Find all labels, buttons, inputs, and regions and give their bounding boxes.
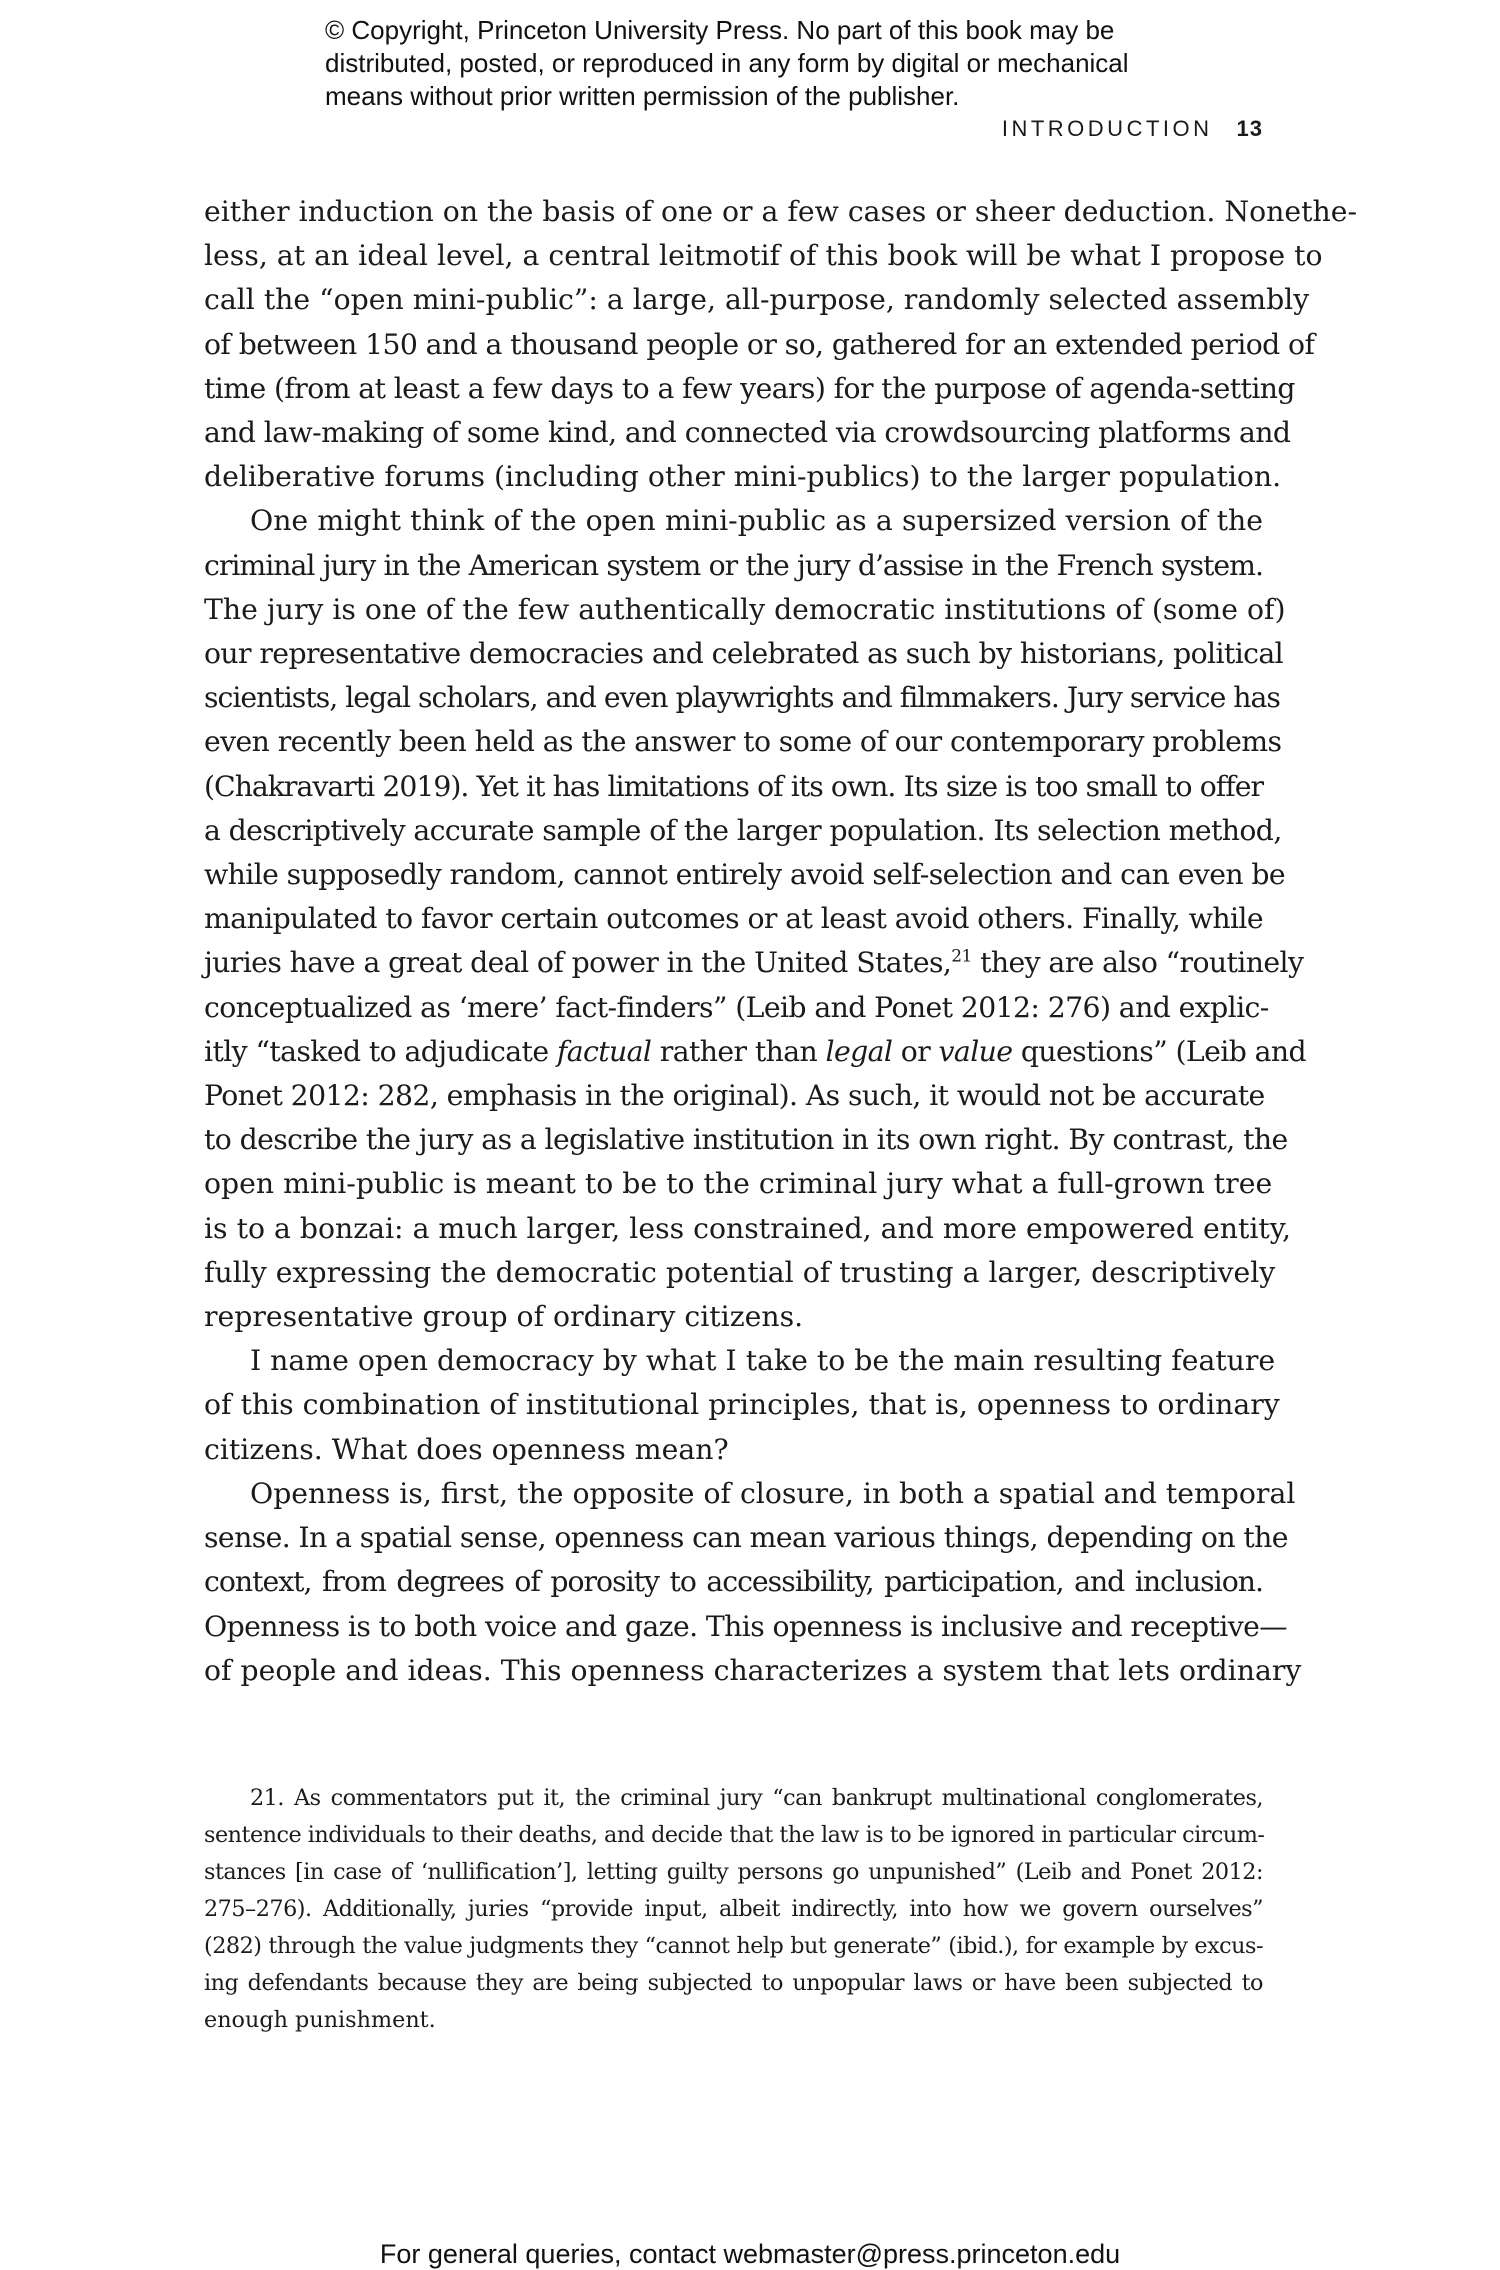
text-segment: questions” (Leib and bbox=[1012, 1034, 1307, 1068]
body-text bbox=[204, 190, 1358, 1693]
text-line: sense. In a spatial sense, openness can mean various things, depending on the bbox=[204, 1521, 1288, 1555]
text-line: manipulated to favor certain outcomes or at least avoid others. Finally, while bbox=[204, 902, 1263, 936]
text-line: Openness is to both voice and gaze. This openness is inclusive and receptive— bbox=[204, 1609, 1287, 1643]
text-line: deliberative forums (including other mini-publics) to the larger population. bbox=[204, 460, 1282, 494]
text-line: The jury is one of the few authentically democratic institutions of (some of) bbox=[204, 592, 1286, 626]
footnote-line: 275–276). Additionally, juries “provide input, albeit indirectly, into how we govern ourselves” bbox=[204, 1896, 1263, 1922]
copyright-notice bbox=[325, 14, 1225, 113]
text-line: fully expressing the democratic potential of trusting a larger, descriptively bbox=[204, 1255, 1276, 1289]
text-line: either induction on the basis of one or a few cases or sheer deduction. Nonethe- bbox=[204, 195, 1358, 228]
chapter-title: INTRODUCTION bbox=[1001, 116, 1213, 141]
footer-contact: For general queries, contact webmaster@press.princeton.edu bbox=[379, 2239, 1121, 2269]
footnote-line: enough punishment. bbox=[204, 2007, 436, 2033]
text-line: Ponet 2012: 282, emphasis in the original). As such, it would not be accurate bbox=[204, 1079, 1265, 1113]
text-segment: itly “tasked to adjudicate bbox=[204, 1034, 557, 1068]
text-line: open mini-public is meant to be to the criminal jury what a full-grown tree bbox=[204, 1167, 1273, 1201]
text-line: time (from at least a few days to a few years) for the purpose of agenda-setting bbox=[204, 371, 1295, 405]
running-head bbox=[1002, 116, 1263, 142]
text-line: One might think of the open mini-public as a supersized version of the bbox=[250, 504, 1263, 538]
text-line: representative group of ordinary citizens. bbox=[204, 1300, 804, 1334]
footnote-line: (282) through the value judgments they “cannot help but generate” (ibid.), for example by excus- bbox=[204, 1933, 1263, 1959]
text-line: conceptualized as ‘mere’ fact-finders” (Leib and Ponet 2012: 276) and explic- bbox=[204, 990, 1269, 1024]
text-line: call the “open mini-public”: a large, all-purpose, randomly selected assembly bbox=[204, 283, 1310, 317]
italic-term: legal bbox=[825, 1034, 893, 1068]
text-line: even recently been held as the answer to some of our contemporary problems bbox=[204, 725, 1282, 759]
text-segment: juries have a great deal of power in the United States, bbox=[204, 946, 952, 980]
text-line: and law-making of some kind, and connected via crowdsourcing platforms and bbox=[204, 416, 1291, 450]
text-line: scientists, legal scholars, and even playwrights and filmmakers. Jury service has bbox=[204, 681, 1280, 715]
text-line: a descriptively accurate sample of the larger population. Its selection method, bbox=[204, 813, 1282, 847]
italic-term: value bbox=[938, 1034, 1013, 1068]
footnote-line: stances [in case of ‘nullification’], letting guilty persons go unpunished” (Leib and Ponet 2012: bbox=[204, 1859, 1263, 1885]
text-line: I name open democracy by what I take to be the main resulting feature bbox=[250, 1344, 1276, 1378]
italic-term: factual bbox=[556, 1034, 652, 1068]
text-line: of people and ideas. This openness characterizes a system that lets ordinary bbox=[204, 1653, 1302, 1687]
footnote-line: 21. As commentators put it, the criminal jury “can bankrupt multinational conglomerates, bbox=[250, 1785, 1263, 1811]
text-line-with-italics bbox=[204, 1030, 1307, 1074]
text-segment: they are also “routinely bbox=[971, 946, 1304, 980]
text-line: less, at an ideal level, a central leitmotif of this book will be what I propose to bbox=[204, 239, 1323, 273]
copyright-line: distributed, posted, or reproduced in any form by digital or mechanical bbox=[325, 48, 1129, 78]
text-line: to describe the jury as a legislative institution in its own right. By contrast, the bbox=[204, 1123, 1288, 1157]
copyright-line: © Copyright, Princeton University Press. No part of this book may be bbox=[325, 15, 1115, 45]
text-line-with-footnote bbox=[204, 941, 1304, 985]
footnote bbox=[204, 1780, 1263, 2039]
text-segment: or bbox=[892, 1034, 939, 1068]
footnote-line: sentence individuals to their deaths, and decide that the law is to be ignored in particular circum- bbox=[204, 1822, 1265, 1848]
text-line: criminal jury in the American system or the jury d’assise in the French system. bbox=[204, 548, 1263, 582]
footnote-line: ing defendants because they are being subjected to unpopular laws or have been subjected to bbox=[204, 1970, 1263, 1996]
footnote-marker: 21 bbox=[951, 947, 972, 968]
text-line: our representative democracies and celebrated as such by historians, political bbox=[204, 637, 1284, 671]
text-line: citizens. What does openness mean? bbox=[204, 1432, 729, 1466]
text-line: Openness is, first, the opposite of closure, in both a spatial and temporal bbox=[250, 1476, 1296, 1510]
text-line: is to a bonzai: a much larger, less constrained, and more empowered entity, bbox=[204, 1211, 1292, 1245]
page-number: 13 bbox=[1236, 116, 1263, 141]
text-segment: rather than bbox=[651, 1034, 826, 1068]
copyright-line: means without prior written permission of the publisher. bbox=[325, 81, 960, 111]
text-line: (Chakravarti 2019). Yet it has limitations of its own. Its size is too small to offer bbox=[204, 769, 1263, 803]
text-line: context, from degrees of porosity to accessibility, participation, and inclusion. bbox=[204, 1565, 1263, 1599]
text-line: of this combination of institutional principles, that is, openness to ordinary bbox=[204, 1388, 1280, 1422]
text-line: while supposedly random, cannot entirely avoid self-selection and can even be bbox=[204, 858, 1286, 892]
text-line: of between 150 and a thousand people or so, gathered for an extended period of bbox=[204, 327, 1315, 361]
